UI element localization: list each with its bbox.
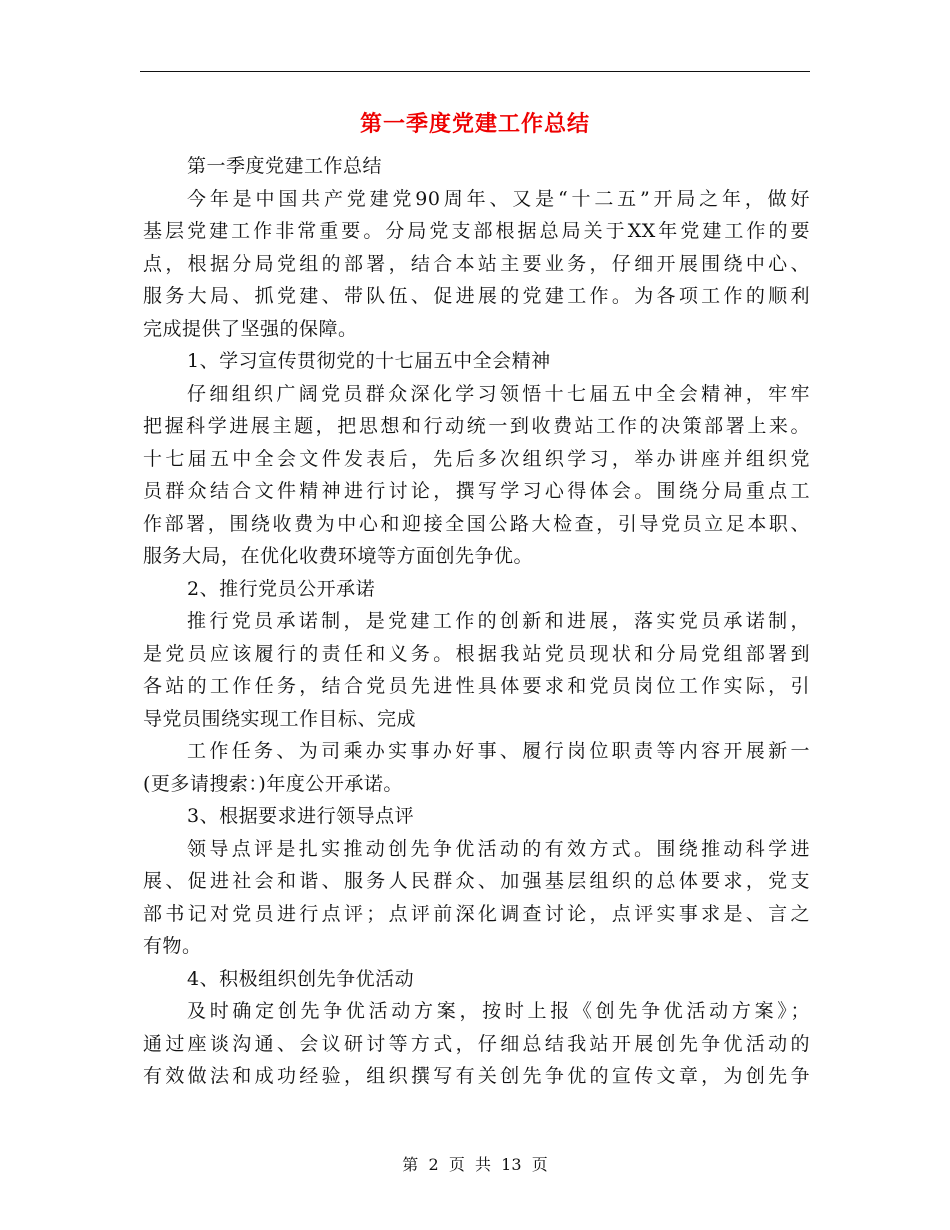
text-line: 推行党员承诺制，是党建工作的创新和进展，落实党员承诺制， xyxy=(187,610,810,632)
text-line: 作部署，围绕收费为中心和迎接全国公路大检查，引导党员立足本职、 xyxy=(143,512,810,535)
text-line: 今年是中国共产党建党90周年、又是“十二五”开局之年，做好 xyxy=(187,187,810,210)
text-line: 员群众结合文件精神进行讨论，撰写学习心得体会。围绕分局重点工 xyxy=(143,480,810,502)
text-line: 1、学习宣传贯彻党的十七届五中全会精神 xyxy=(187,350,551,372)
text-line: 4、积极组织创先争优活动 xyxy=(187,967,415,990)
text-line: 有物。 xyxy=(143,935,202,957)
text-line: 服务大局、抓党建、带队伍、促进展的党建工作。为各项工作的顺利 xyxy=(143,285,810,307)
text-line: 是党员应该履行的责任和义务。根据我站党员现状和分局党组部署到 xyxy=(143,642,810,665)
header-rule xyxy=(140,71,810,72)
text-line: 仔细组织广阔党员群众深化学习领悟十七届五中全会精神，牢牢 xyxy=(187,382,810,405)
page-footer: 第 2 页 共 13 页 xyxy=(402,1155,548,1174)
text-line: (更多请搜索：)年度公开承诺。 xyxy=(143,772,403,795)
text-line: 工作任务、为司乘办实事办好事、履行岗位职责等内容开展新一 xyxy=(187,740,810,762)
text-line: 把握科学进展主题，把思想和行动统一到收费站工作的决策部署上来。 xyxy=(143,415,810,437)
text-line: 展、促进社会和谐、服务人民群众、加强基层组织的总体要求，党支 xyxy=(143,870,810,892)
text-line: 点，根据分局党组的部署，结合本站主要业务，仔细开展围绕中心、 xyxy=(143,252,810,275)
document-title: 第一季度党建工作总结 xyxy=(359,111,590,137)
text-line: 及时确定创先争优活动方案，按时上报《创先争优活动方案》； xyxy=(187,1000,810,1022)
text-line: 2、推行党员公开承诺 xyxy=(187,577,376,600)
text-line: 各站的工作任务，结合党员先进性具体要求和党员岗位工作实际，引 xyxy=(143,675,810,697)
text-line: 完成提供了坚强的保障。 xyxy=(143,317,358,340)
document-body xyxy=(143,150,810,1093)
text-line: 十七届五中全会文件发表后，先后多次组织学习，举办讲座并组织党 xyxy=(143,447,810,470)
text-line: 领导点评是扎实推动创先争优活动的有效方式。围绕推动科学进 xyxy=(187,837,810,860)
text-line: 基层党建工作非常重要。分局党支部根据总局关于XX年党建工作的要 xyxy=(143,220,810,242)
text-line: 有效做法和成功经验，组织撰写有关创先争优的宣传文章，为创先争 xyxy=(143,1065,810,1087)
text-line: 服务大局，在优化收费环境等方面创先争优。 xyxy=(143,545,534,567)
text-line: 第一季度党建工作总结 xyxy=(187,155,383,177)
text-line: 导党员围绕实现工作目标、完成 xyxy=(143,707,417,730)
text-line: 通过座谈沟通、会议研讨等方式，仔细总结我站开展创先争优活动的 xyxy=(143,1032,810,1055)
text-line: 3、根据要求进行领导点评 xyxy=(187,805,415,827)
text-line: 部书记对党员进行点评；点评前深化调查讨论，点评实事求是、言之 xyxy=(143,902,810,925)
